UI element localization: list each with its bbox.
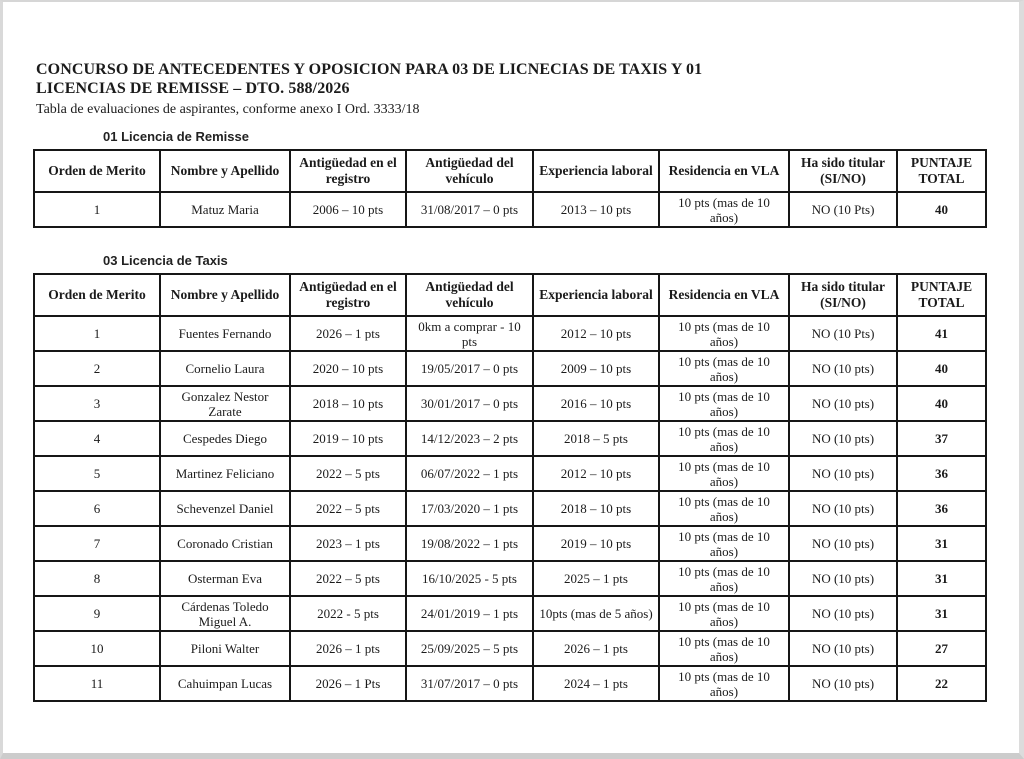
table-cell: 10 pts (mas de 10 años): [659, 491, 789, 526]
table-cell: 17/03/2020 – 1 pts: [406, 491, 533, 526]
table-cell: 9: [34, 596, 160, 631]
table-row: [34, 192, 986, 227]
table-cell: 40: [897, 386, 986, 421]
table-cell: 10 pts (mas de 10 años): [659, 631, 789, 666]
table-cell: 30/01/2017 – 0 pts: [406, 386, 533, 421]
column-header: Nombre y Apellido: [160, 150, 290, 192]
table-cell: 2018 – 5 pts: [533, 421, 659, 456]
table-cell: 2012 – 10 pts: [533, 456, 659, 491]
column-header: Ha sido titular (SI/NO): [789, 274, 897, 316]
table-cell: 19/05/2017 – 0 pts: [406, 351, 533, 386]
table-cell: NO (10 pts): [789, 666, 897, 701]
column-header: Nombre y Apellido: [160, 274, 290, 316]
table-cell: 2022 - 5 pts: [290, 596, 406, 631]
table-cell: 10: [34, 631, 160, 666]
table-cell: 24/01/2019 – 1 pts: [406, 596, 533, 631]
table-row: [34, 526, 986, 561]
table-cell: 10 pts (mas de 10 años): [659, 316, 789, 351]
table-cell: Schevenzel Daniel: [160, 491, 290, 526]
table-cell: 2019 – 10 pts: [290, 421, 406, 456]
column-header: PUNTAJE TOTAL: [897, 150, 986, 192]
table-row: [34, 456, 986, 491]
table-cell: NO (10 pts): [789, 596, 897, 631]
table-cell: Coronado Cristian: [160, 526, 290, 561]
column-header: Ha sido titular (SI/NO): [789, 150, 897, 192]
table-cell: 3: [34, 386, 160, 421]
table-cell: 40: [897, 351, 986, 386]
table-cell: NO (10 pts): [789, 561, 897, 596]
table-cell: 2: [34, 351, 160, 386]
taxis-evaluation-table: [33, 273, 987, 702]
table-cell: Matuz Maria: [160, 192, 290, 227]
table-cell: NO (10 pts): [789, 386, 897, 421]
table-cell: 10 pts (mas de 10 años): [659, 386, 789, 421]
table-cell: 06/07/2022 – 1 pts: [406, 456, 533, 491]
table-cell: 10 pts (mas de 10 años): [659, 351, 789, 386]
table-cell: 4: [34, 421, 160, 456]
document-title: [36, 60, 1019, 98]
table-cell: 2016 – 10 pts: [533, 386, 659, 421]
title-line-2: LICENCIAS DE REMISSE – DTO. 588/2026: [36, 80, 350, 97]
table-cell: Piloni Walter: [160, 631, 290, 666]
table-cell: 14/12/2023 – 2 pts: [406, 421, 533, 456]
table-cell: Gonzalez Nestor Zarate: [160, 386, 290, 421]
table-cell: NO (10 Pts): [789, 316, 897, 351]
table-cell: 37: [897, 421, 986, 456]
section-heading-taxis: 03 Licencia de Taxis: [103, 253, 228, 268]
title-line-1: CONCURSO DE ANTECEDENTES Y OPOSICION PARA 03 DE LICNECIAS DE TAXIS Y 01: [36, 61, 703, 78]
table-cell: NO (10 pts): [789, 631, 897, 666]
table-row: [34, 316, 986, 351]
table-cell: 27: [897, 631, 986, 666]
column-header: Antigüedad del vehículo: [406, 150, 533, 192]
section-taxis: [33, 253, 1019, 702]
table-cell: Cárdenas Toledo Miguel A.: [160, 596, 290, 631]
table-cell: 2018 – 10 pts: [290, 386, 406, 421]
table-cell: 31/08/2017 – 0 pts: [406, 192, 533, 227]
table-cell: 16/10/2025 - 5 pts: [406, 561, 533, 596]
table-cell: 2023 – 1 pts: [290, 526, 406, 561]
table-cell: 11: [34, 666, 160, 701]
table-cell: 2026 – 1 Pts: [290, 666, 406, 701]
table-cell: NO (10 pts): [789, 456, 897, 491]
table-cell: Cahuimpan Lucas: [160, 666, 290, 701]
table-cell: Cespedes Diego: [160, 421, 290, 456]
table-cell: 10 pts (mas de 10 años): [659, 192, 789, 227]
document-subtitle: Tabla de evaluaciones de aspirantes, conforme anexo I Ord. 3333/18: [36, 102, 420, 117]
table-cell: 2026 – 1 pts: [533, 631, 659, 666]
table-row: [34, 351, 986, 386]
column-header: Experiencia laboral: [533, 150, 659, 192]
table-cell: 10 pts (mas de 10 años): [659, 596, 789, 631]
table-cell: 10 pts (mas de 10 años): [659, 526, 789, 561]
table-cell: 36: [897, 456, 986, 491]
table-cell: 31: [897, 526, 986, 561]
table-cell: 1: [34, 192, 160, 227]
table-cell: 2020 – 10 pts: [290, 351, 406, 386]
table-cell: 1: [34, 316, 160, 351]
table-cell: 2013 – 10 pts: [533, 192, 659, 227]
table-row: [34, 596, 986, 631]
table-cell: 10 pts (mas de 10 años): [659, 421, 789, 456]
table-cell: 2022 – 5 pts: [290, 491, 406, 526]
table-cell: 2018 – 10 pts: [533, 491, 659, 526]
column-header: Residencia en VLA: [659, 150, 789, 192]
table-cell: 31: [897, 596, 986, 631]
table-cell: 25/09/2025 – 5 pts: [406, 631, 533, 666]
table-cell: 5: [34, 456, 160, 491]
table-row: [34, 386, 986, 421]
table-cell: 41: [897, 316, 986, 351]
table-cell: 2006 – 10 pts: [290, 192, 406, 227]
column-header: Antigüedad del vehículo: [406, 274, 533, 316]
table-cell: 8: [34, 561, 160, 596]
table-cell: 40: [897, 192, 986, 227]
table-cell: NO (10 pts): [789, 421, 897, 456]
table-cell: 10 pts (mas de 10 años): [659, 666, 789, 701]
table-cell: 7: [34, 526, 160, 561]
table-row: [34, 666, 986, 701]
table-cell: 2022 – 5 pts: [290, 456, 406, 491]
table-row: [34, 631, 986, 666]
table-row: [34, 561, 986, 596]
table-cell: 31: [897, 561, 986, 596]
column-header: Orden de Merito: [34, 150, 160, 192]
table-cell: 10 pts (mas de 10 años): [659, 561, 789, 596]
table-cell: 2009 – 10 pts: [533, 351, 659, 386]
table-cell: 31/07/2017 – 0 pts: [406, 666, 533, 701]
table-cell: NO (10 Pts): [789, 192, 897, 227]
table-cell: Osterman Eva: [160, 561, 290, 596]
table-cell: 19/08/2022 – 1 pts: [406, 526, 533, 561]
table-cell: NO (10 pts): [789, 491, 897, 526]
table-row: [34, 421, 986, 456]
table-cell: 36: [897, 491, 986, 526]
table-row: [34, 491, 986, 526]
table-cell: 2012 – 10 pts: [533, 316, 659, 351]
table-cell: 2024 – 1 pts: [533, 666, 659, 701]
column-header: Orden de Merito: [34, 274, 160, 316]
table-cell: 0km a comprar - 10 pts: [406, 316, 533, 351]
table-cell: 2019 – 10 pts: [533, 526, 659, 561]
table-cell: 2026 – 1 pts: [290, 631, 406, 666]
table-cell: Martinez Feliciano: [160, 456, 290, 491]
table-cell: 2022 – 5 pts: [290, 561, 406, 596]
header-row: [34, 274, 986, 316]
section-heading-remisse: 01 Licencia de Remisse: [103, 129, 249, 144]
column-header: Experiencia laboral: [533, 274, 659, 316]
table-cell: NO (10 pts): [789, 351, 897, 386]
section-remisse: [33, 129, 1019, 228]
column-header: Antigüedad en el registro: [290, 150, 406, 192]
table-cell: 2026 – 1 pts: [290, 316, 406, 351]
table-cell: 6: [34, 491, 160, 526]
table-cell: 10pts (mas de 5 años): [533, 596, 659, 631]
column-header: PUNTAJE TOTAL: [897, 274, 986, 316]
table-cell: Fuentes Fernando: [160, 316, 290, 351]
document-content: [3, 2, 1019, 702]
table-cell: 2025 – 1 pts: [533, 561, 659, 596]
table-cell: 10 pts (mas de 10 años): [659, 456, 789, 491]
column-header: Antigüedad en el registro: [290, 274, 406, 316]
header-row: [34, 150, 986, 192]
column-header: Residencia en VLA: [659, 274, 789, 316]
remisse-evaluation-table: [33, 149, 987, 228]
table-cell: Cornelio Laura: [160, 351, 290, 386]
table-cell: 22: [897, 666, 986, 701]
table-cell: NO (10 pts): [789, 526, 897, 561]
